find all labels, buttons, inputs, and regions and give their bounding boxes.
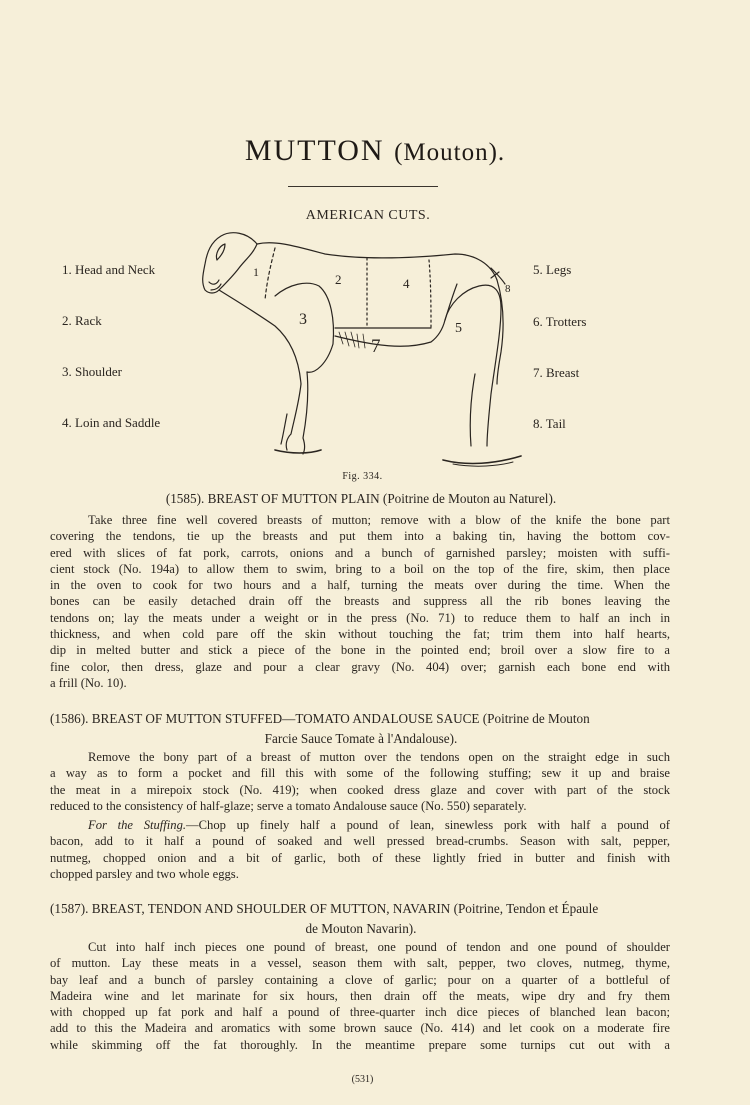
recipe-heading-1585: (1585). BREAST OF MUTTON PLAIN (Poitrine de Mouton au Naturel). [165,491,557,506]
page-number: (531) [351,1074,374,1085]
sheep-back-outline [257,243,497,280]
text-line: fine color, then dress, glaze and pour a clear gravy (No. 404) over; garnish each bone end with [50,659,670,674]
cut-label-trotters: 6. Trotters [533,314,587,329]
text-line: Cut into half inch pieces one pound of breast, one pound of tendon and one pound of shoulder [88,940,670,954]
text-line: with chopped up fat pork and half a pound of three-quarter inch dice pieces of blanched lean bacon; [50,1005,670,1020]
recipe-body-1586 [50,749,670,814]
cut-label-head-neck: 1. Head and Neck [62,262,156,277]
cut-label-breast: 7. Breast [533,365,580,380]
recipe-heading-1587-cont: de Mouton Navarin). [305,921,417,936]
text-line: tendons on; lay the meats under a weight or in the press (No. 71) to reduce them to half an inch in [50,610,670,625]
sheep-front-leg-back [281,414,287,444]
ground-shadow-front [275,450,321,453]
cut-line-loin [429,260,431,328]
cut-line-neck [265,248,275,300]
page-title [0,134,750,168]
text-line: add to this the Madeira and aromatics with some brown sauce (No. 414) and let cook on a moderate fire [50,1021,670,1036]
cut-number-8: 8 [505,283,511,295]
text-line: of mutton. Lay these meats in a vessel, season them with salt, pepper, two cloves, nutmeg, thyme, [50,956,670,971]
sheep-cuts-diagram [195,224,530,472]
title-french: (Mouton). [394,139,506,166]
text-line: covering the tendons, tie up the breasts and put them into a baking tin, having the bottom cov- [50,529,670,544]
recipe-body-1585 [50,512,670,691]
text-line: thickness, and when cold pare off the skin without touching the fat; trim them into half hearts, [50,627,670,642]
cut-number-7: 7 [371,336,381,357]
text-line: Take three fine well covered breasts of mutton; remove with a blow of the knife the bone part [88,513,670,527]
recipe-heading-1586: (1586). BREAST OF MUTTON STUFFED—TOMATO ANDALOUSE SAUCE (Poitrine de Mouton [50,711,590,726]
text-line: in the oven to cook for two hours and a half, turning the meats over during the time. When the [50,578,670,593]
text-line: bay leaf and a bunch of parsley containing a clove of garlic; pour on a quarter of a bottleful of [50,972,670,987]
text-line: a frill (No. 10). [50,675,127,690]
figure-subtitle: AMERICAN CUTS. [305,208,431,223]
recipe-heading-1586-cont: Farcie Sauce Tomate à l'Andalouse). [264,731,458,746]
cut-label-tail: 8. Tail [533,416,566,431]
ground-shadow-hind [443,456,521,463]
cut-number-4: 4 [403,276,410,291]
text-line: ered with slices of fat pork, carrots, onions and a bunch of garnished parsley; moisten with suffi- [50,545,670,560]
sheep-chest-outline [219,290,301,384]
cut-number-2: 2 [335,272,342,287]
text-line: nutmeg, chopped onion and a bit of garlic, both of these lightly fried in butter and finish with [50,850,670,865]
text-line [50,817,670,833]
cut-line-leg [445,284,457,320]
cut-label-shoulder: 3. Shoulder [62,364,122,379]
cut-label-legs: 5. Legs [533,262,572,277]
text-line: reduced to the consistency of half-glaze; serve a tomato Andalouse sauce (No. 550) separately. [50,798,527,813]
text-line: Madeira wine and let marinate for six hours, then drain off the meats, wipe dry and fry them [50,988,670,1003]
text-line: Remove the bony part of a breast of mutton over the tendons open on the straight edge in such [88,750,670,764]
title-main: MUTTON [244,134,385,167]
text-line: a way as to form a pocket and fill this with some of the following stuffing; sew it up and braise [50,766,670,781]
text-line: while skimming off the fat thoroughly. In the meantime prepare some turnips cut out with a [50,1037,670,1052]
cut-label-loin-saddle: 4. Loin and Saddle [62,415,161,430]
cut-number-1: 1 [253,265,259,279]
recipe-heading-1587: (1587). BREAST, TENDON AND SHOULDER OF MUTTON, NAVARIN (Poitrine, Tendon et Épaule [50,901,599,916]
sheep-hind-hock [497,280,503,384]
sheep-hind-leg-front [470,374,475,446]
cut-label-rack: 2. Rack [62,313,102,328]
sheep-ear [216,244,225,260]
text-line: dip in melted butter and stick a piece of the bone in the pointed end; broil over a slow fire to a [50,643,670,658]
cut-number-5: 5 [455,321,462,336]
text-line: bones can be easily detached drain off the breasts and suppress all the rib bones leaving the [50,594,670,609]
text-line: chopped parsley and two whole eggs. [50,866,239,881]
text-line: cient stock (No. 194a) to allow them to swim, bring to a boil on the top of the fire, skim, then place [50,561,670,576]
text-line: the meat in a mirepoix stock (No. 419); when cooked dress glaze and cover with part of the stock [50,782,670,797]
cut-number-3: 3 [299,311,307,328]
stuffing-label: For the Stuffing. [88,818,187,832]
recipe-stuffing-1586 [50,817,670,882]
text-line: bacon, add to it half a pound of soaked and well pressed bread-crumbs. Season with salt, pepper, [50,834,670,849]
sheep-hind-leg-outline [445,285,501,446]
sheep-head-wool [209,280,221,290]
figure-caption: Fig. 334. [342,471,383,482]
recipe-body-1587 [50,939,670,1053]
sheep-front-leg-outline [286,372,308,454]
title-rule [288,186,438,187]
stuffing-text: —Chop up finely half a pound of lean, sinewless pork with half a pound of [186,818,670,832]
